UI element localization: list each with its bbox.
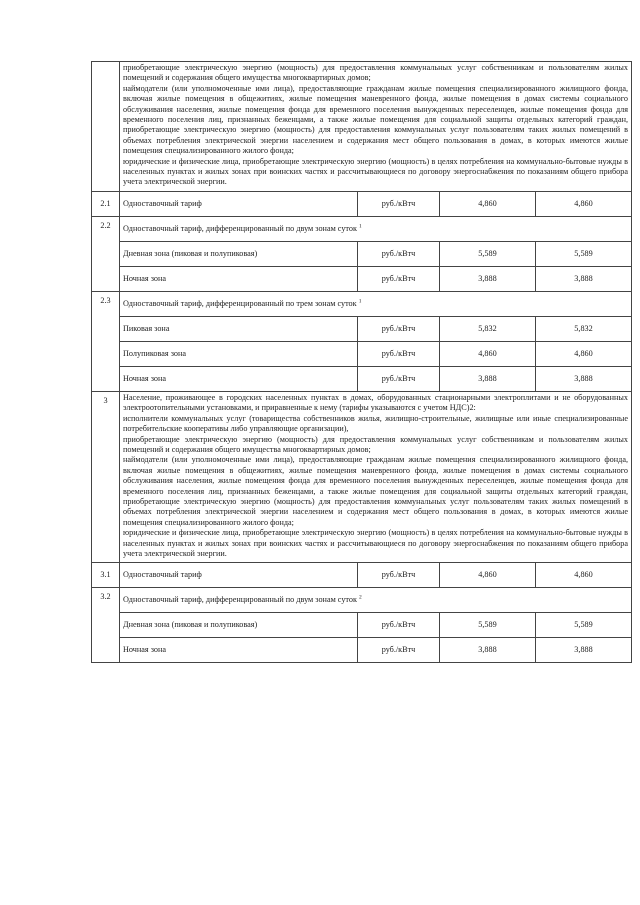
row-number-cell [92, 62, 120, 192]
unit: руб./кВтч [358, 341, 440, 366]
unit: руб./кВтч [358, 266, 440, 291]
row-number: 2.1 [92, 191, 120, 216]
value-period-1: 4,860 [440, 191, 536, 216]
value-period-2: 3,888 [536, 638, 632, 663]
tariff-table [91, 61, 632, 663]
value-period-1: 5,589 [440, 241, 536, 266]
tariff-group-title [120, 588, 632, 613]
footnote-mark: 2 [359, 594, 362, 601]
value-period-2: 5,589 [536, 613, 632, 638]
value-period-2: 4,860 [536, 563, 632, 588]
zone-name: Ночная зона [120, 638, 358, 663]
table-row [92, 613, 632, 638]
table-row [92, 316, 632, 341]
unit: руб./кВтч [358, 638, 440, 663]
table-row [92, 588, 632, 613]
tariff-group-name: Одноставочный тариф, дифференцированный по трем зонам суток [123, 298, 357, 308]
value-period-1: 3,888 [440, 266, 536, 291]
row-number: 2.2 [92, 216, 120, 291]
consumer-description [120, 62, 632, 192]
table-row [92, 241, 632, 266]
paragraph: наймодатели (или уполномоченные ими лица), предоставляющие гражданам жилые помещения специализированного жилищного фонда, включая жилые помещения в общежитиях, жилые помещения маневренного фонда, жилые помещения в домах системы социального обслуживания населения, жилые помещения фонда для временного поселения вынужденных переселенцев, жилые помещения фонда для временного поселения лиц, признанных беженцами, а также жилые помещения для социальной защиты отдельных категорий граждан, приобретающие электрическую энергию (мощность) для предоставления коммунальных услуг пользователям таких жилых помещений в объемах потребления электрической энергии населением и содержания мест общего пользования в домах, в которых имеются жилые помещения специализированного жилого фонда; [123, 455, 629, 527]
table-row [92, 638, 632, 663]
footnote-mark: 1 [358, 297, 362, 304]
zone-name: Пиковая зона [120, 316, 358, 341]
paragraph: наймодатели (или уполномоченные ими лица), предоставляющие гражданам жилые помещения специализированного жилищного фонда, включая жилые помещения в общежитиях, жилые помещения маневренного фонда, жилые помещения в домах системы социального обслуживания населения, жилые помещения фонда для временного поселения вынужденных переселенцев, жилые помещения фонда для временного поселения лиц, признанных беженцами, а также жилые помещения для социальной защиты отдельных категорий граждан, приобретающие электрическую энергию (мощность) для предоставления коммунальных услуг пользователям таких жилых помещений в объемах потребления электрической энергии населением и содержания мест общего пользования в домах, в которых имеются жилые помещения специализированного жилого фонда; [123, 83, 629, 156]
row-number: 3 [92, 391, 120, 563]
table-row [92, 341, 632, 366]
zone-name: Дневная зона (пиковая и полупиковая) [120, 241, 358, 266]
value-period-1: 5,832 [440, 316, 536, 341]
tariff-group-name: Одноставочный тариф, дифференцированный по двум зонам суток [123, 223, 357, 233]
paragraph: Население, проживающее в городских населенных пунктах в домах, оборудованных стационарными электроплитами и не оборудованных электроотопительными установками, и приравненные к нему (тарифы указываются с учетом НДС)2: [123, 392, 629, 413]
value-period-2: 5,589 [536, 241, 632, 266]
table-row [92, 366, 632, 391]
value-period-2: 3,888 [536, 266, 632, 291]
tariff-name: Одноставочный тариф [120, 563, 358, 588]
value-period-1: 3,888 [440, 638, 536, 663]
value-period-2: 4,860 [536, 341, 632, 366]
table-row [92, 291, 632, 316]
table-row [92, 563, 632, 588]
value-period-2: 5,832 [536, 316, 632, 341]
value-period-2: 4,860 [536, 191, 632, 216]
table-row [92, 391, 632, 563]
paragraph: юридические и физические лица, приобретающие электрическую энергию (мощность) в целях потребления на коммунально-бытовые нужды в населенных пунктах и жилых зонах при воинских частях и рассчитывающиеся по договору энергоснабжения по показаниям общего прибора учета электрической энергии. [123, 156, 629, 187]
value-period-1: 4,860 [440, 563, 536, 588]
zone-name: Полупиковая зона [120, 341, 358, 366]
table-row [92, 216, 632, 241]
unit: руб./кВтч [358, 366, 440, 391]
unit: руб./кВтч [358, 316, 440, 341]
value-period-1: 5,589 [440, 613, 536, 638]
unit: руб./кВтч [358, 241, 440, 266]
unit: руб./кВтч [358, 191, 440, 216]
value-period-1: 4,860 [440, 341, 536, 366]
row-number: 2.3 [92, 291, 120, 391]
consumer-description [120, 391, 632, 563]
tariff-name: Одноставочный тариф [120, 191, 358, 216]
table-row [92, 266, 632, 291]
tariff-group-title [120, 291, 632, 316]
unit: руб./кВтч [358, 563, 440, 588]
zone-name: Ночная зона [120, 366, 358, 391]
zone-name: Ночная зона [120, 266, 358, 291]
table-row [92, 62, 632, 192]
value-period-2: 3,888 [536, 366, 632, 391]
table-row [92, 191, 632, 216]
value-period-1: 3,888 [440, 366, 536, 391]
row-number: 3.2 [92, 588, 120, 663]
paragraph: приобретающие электрическую энергию (мощность) для предоставления коммунальных услуг собственникам и пользователям жилых помещений и содержания общего имущества многоквартирных домов; [123, 63, 629, 83]
paragraph: исполнители коммунальных услуг (товарищества собственников жилья, жилищно-строительные, жилищные или иные специализированные потребительские кооперативы либо управляющие организации), [123, 413, 629, 434]
zone-name: Дневная зона (пиковая и полупиковая) [120, 613, 358, 638]
footnote-mark: 1 [359, 222, 362, 229]
unit: руб./кВтч [358, 613, 440, 638]
tariff-group-name: Одноставочный тариф, дифференцированный по двум зонам суток [123, 595, 357, 605]
paragraph: приобретающие электрическую энергию (мощность) для предоставления коммунальных услуг собственникам и пользователям жилых помещений и содержания общего имущества многоквартирных домов; [123, 434, 629, 454]
tariff-group-title [120, 216, 632, 241]
paragraph: юридические и физические лица, приобретающие электрическую энергию (мощность) в целях потребления на коммунально-бытовые нужды в населенных пунктах и жилых зонах при воинских частях и рассчитывающиеся по договору энергоснабжения по показаниям общего прибора учета электрической энергии. [123, 528, 629, 558]
row-number: 3.1 [92, 563, 120, 588]
